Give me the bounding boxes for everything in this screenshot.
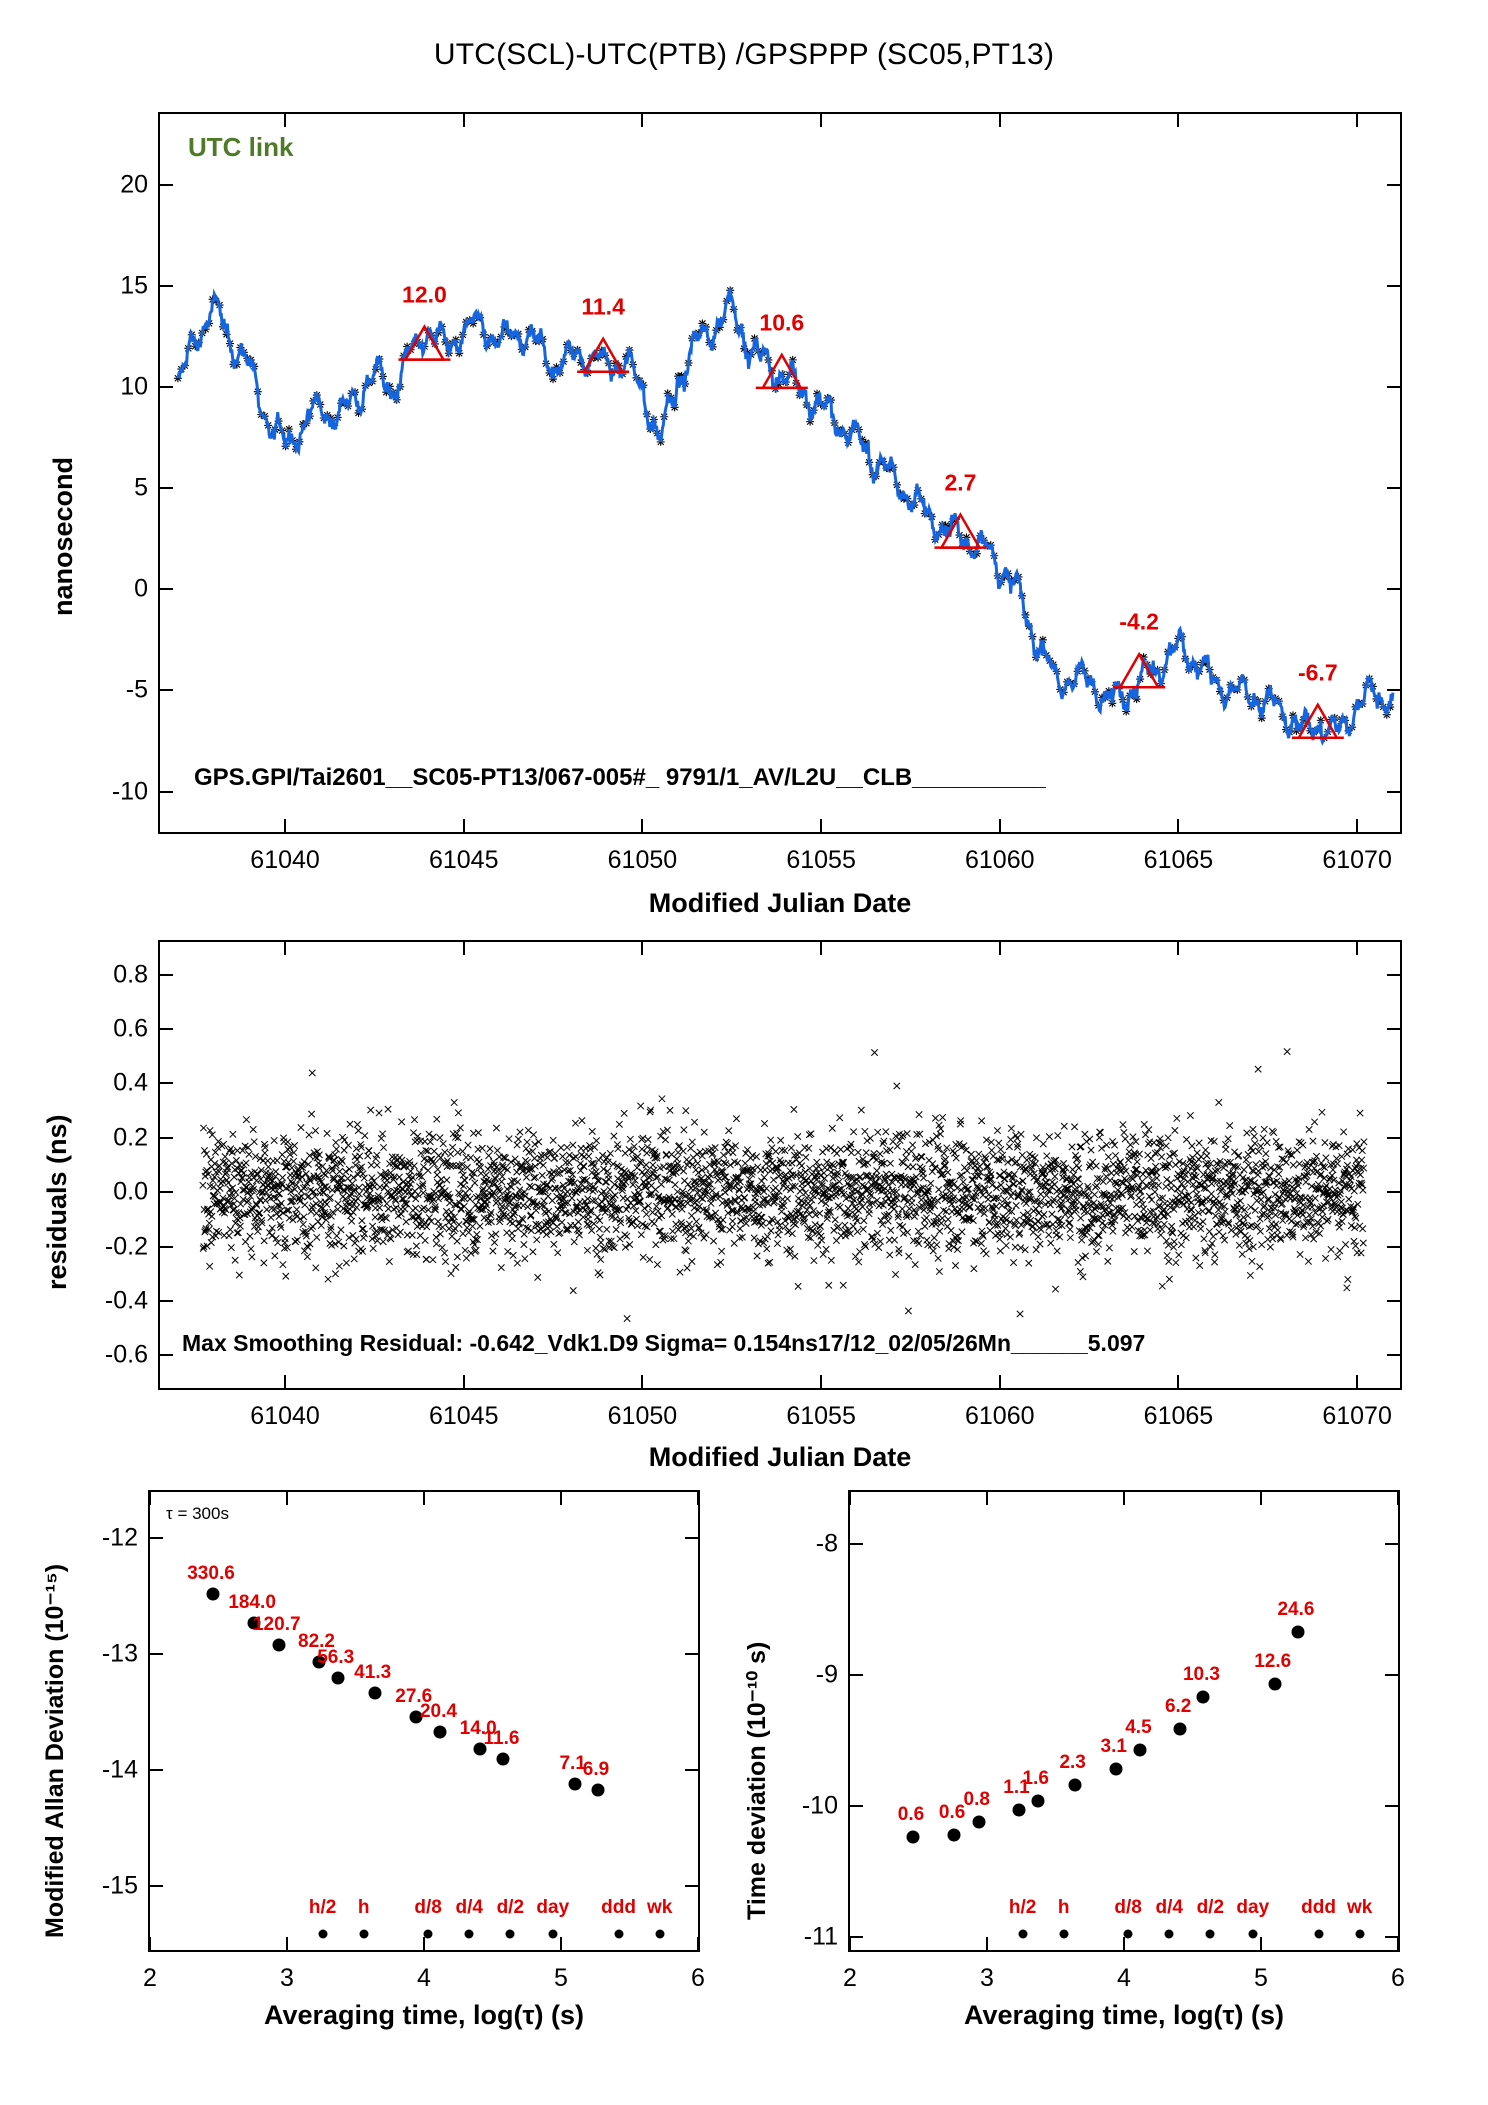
x-axis-tick-label: 2 [843, 1964, 857, 1992]
x-axis-tick [423, 1492, 425, 1505]
data-point-label: 0.6 [938, 1801, 966, 1823]
x-axis-tick [423, 1937, 425, 1950]
y-axis-tick [150, 1769, 163, 1771]
y-axis-tick [1385, 1674, 1398, 1676]
data-point [1109, 1763, 1122, 1776]
y-axis-tick [160, 1246, 173, 1248]
scale-tick-label: d/2 [1196, 1897, 1225, 1918]
tau-note: τ = 300s [166, 1504, 229, 1523]
x-axis-tick-label: 61070 [1322, 846, 1392, 874]
x-axis-tick [149, 1492, 151, 1505]
data-point [368, 1686, 381, 1699]
panel2-xlabel: Modified Julian Date [648, 1442, 912, 1472]
scale-tick-label: h [1057, 1897, 1070, 1918]
x-axis-tick-label: 61050 [607, 1402, 678, 1430]
y-axis-tick-label: -0.6 [104, 1340, 148, 1369]
y-axis-tick [685, 1653, 698, 1655]
y-axis-tick-label: 5 [134, 473, 148, 502]
x-axis-tick [1260, 1492, 1262, 1505]
x-axis-tick-label: 6 [691, 1964, 705, 1992]
data-point-label: 7.1 [559, 1753, 586, 1775]
x-axis-tick-label: 61055 [786, 846, 856, 874]
data-point [497, 1752, 510, 1765]
data-point [272, 1639, 285, 1652]
y-axis-tick [160, 791, 173, 793]
data-point-label: 184.0 [228, 1592, 276, 1614]
scale-tick-dot [548, 1930, 557, 1939]
scale-tick-dot [1018, 1930, 1027, 1939]
x-axis-tick-label: 61060 [965, 1402, 1035, 1430]
x-axis-tick [641, 1375, 643, 1388]
x-axis-tick [560, 1492, 562, 1505]
y-axis-tick [160, 487, 173, 489]
x-axis-tick [1177, 114, 1179, 127]
panel2-ylabel: residuals (ns) [42, 1114, 72, 1290]
y-axis-tick [685, 1769, 698, 1771]
x-axis-tick [641, 114, 643, 127]
y-axis-tick [1387, 1137, 1400, 1139]
y-axis-tick [150, 1885, 163, 1887]
y-axis-tick-label: -0.4 [104, 1286, 148, 1315]
scale-tick-dot [1314, 1930, 1323, 1939]
data-point-label: 0.8 [963, 1788, 990, 1810]
y-axis-tick [850, 1674, 863, 1676]
x-axis-tick [560, 1937, 562, 1950]
x-axis-tick [1177, 942, 1179, 955]
residuals-scatter [160, 942, 1400, 1388]
y-axis-tick [1387, 1028, 1400, 1030]
data-point-label: 1.6 [1022, 1767, 1049, 1789]
y-axis-tick-label: -10 [111, 777, 148, 806]
y-axis-tick [1387, 1246, 1400, 1248]
y-axis-tick [160, 1028, 173, 1030]
x-axis-tick-label: 61065 [1143, 846, 1214, 874]
scale-tick-label: wk [1346, 1897, 1373, 1918]
scale-tick-dot [1355, 1930, 1364, 1939]
data-point [1068, 1779, 1081, 1792]
scale-tick-dot [1248, 1930, 1257, 1939]
x-axis-tick-label: 61060 [965, 846, 1035, 874]
y-axis-tick-label: -0.2 [104, 1232, 148, 1261]
y-axis-tick [685, 1885, 698, 1887]
x-axis-tick [286, 1492, 288, 1505]
x-axis-tick [1356, 942, 1358, 955]
panel3-xlabel: Averaging time, log(τ) (s) [263, 2000, 585, 2030]
data-point [1268, 1678, 1281, 1691]
scale-tick-label: day [1236, 1897, 1270, 1918]
panel1-ylabel: nanosecond [48, 456, 78, 616]
x-axis-tick-label: 61055 [786, 1402, 856, 1430]
y-axis-tick [160, 184, 173, 186]
data-point-label: 330.6 [187, 1563, 235, 1585]
data-point [434, 1726, 447, 1739]
x-axis-tick [641, 819, 643, 832]
scale-tick-dot [465, 1930, 474, 1939]
data-point [207, 1588, 220, 1601]
y-axis-tick-label: -15 [101, 1871, 138, 1900]
data-point [907, 1831, 920, 1844]
scale-tick-label: h/2 [308, 1897, 337, 1918]
scale-tick-dot [1059, 1930, 1068, 1939]
y-axis-tick [1387, 974, 1400, 976]
x-axis-tick [999, 114, 1001, 127]
x-axis-tick [999, 819, 1001, 832]
y-axis-tick [160, 285, 173, 287]
y-axis-tick-label: 0.2 [113, 1123, 148, 1152]
y-axis-tick [1387, 184, 1400, 186]
data-point-label: 6.2 [1164, 1695, 1192, 1717]
data-point-label: 11.6 [483, 1727, 520, 1749]
data-point-label: 12.6 [1254, 1651, 1292, 1673]
series-value-label: -4.2 [1119, 608, 1159, 635]
y-axis-tick [160, 386, 173, 388]
scale-tick-dot [506, 1930, 515, 1939]
x-axis-tick [820, 942, 822, 955]
y-axis-tick-label: 0.0 [113, 1177, 148, 1206]
x-axis-tick [697, 1492, 699, 1505]
x-axis-tick [1260, 1937, 1262, 1950]
x-axis-tick [149, 1937, 151, 1950]
x-axis-tick [820, 1375, 822, 1388]
data-point [972, 1815, 985, 1828]
data-point-label: 0.6 [897, 1804, 925, 1826]
data-point [1012, 1803, 1025, 1816]
x-axis-tick [986, 1492, 988, 1505]
x-axis-tick-label: 5 [554, 1964, 568, 1992]
x-axis-tick-label: 61040 [250, 1402, 320, 1430]
data-point-label: 10.3 [1182, 1664, 1220, 1686]
residuals-plot [104, 940, 1402, 1430]
y-axis-tick [160, 1191, 173, 1193]
scale-tick-dot [1165, 1930, 1174, 1939]
x-axis-tick [986, 1937, 988, 1950]
x-axis-tick [849, 1937, 851, 1950]
y-axis-tick [1387, 588, 1400, 590]
x-axis-tick [1177, 1375, 1179, 1388]
scale-tick-label: d/8 [414, 1897, 442, 1918]
y-axis-tick-label: -13 [101, 1639, 138, 1668]
y-axis-tick-label: -12 [101, 1523, 138, 1552]
x-axis-tick [1397, 1492, 1399, 1505]
data-point-label: 24.6 [1277, 1599, 1315, 1621]
data-point-label: 56.3 [317, 1646, 355, 1668]
x-axis-tick [284, 114, 286, 127]
scale-tick-label: day [536, 1897, 570, 1918]
timeseries-plot [111, 112, 1402, 874]
y-axis-tick [1387, 1354, 1400, 1356]
data-point [1031, 1794, 1044, 1807]
data-point-label: 2.3 [1059, 1752, 1086, 1774]
x-axis-tick [1356, 819, 1358, 832]
x-axis-tick-label: 61045 [428, 846, 499, 874]
scale-tick-label: ddd [601, 1897, 636, 1918]
y-axis-tick-label: -14 [101, 1755, 138, 1784]
y-axis-tick [160, 1082, 173, 1084]
x-axis-tick-label: 61070 [1322, 1402, 1392, 1430]
y-axis-tick [1385, 1543, 1398, 1545]
page-title: UTC(SCL)-UTC(PTB) /GPSPPP (SC05,PT13) [433, 38, 1055, 71]
scale-tick-dot [318, 1930, 327, 1939]
scale-tick-dot [614, 1930, 623, 1939]
y-axis-tick [160, 1354, 173, 1356]
scale-tick-label: d/4 [455, 1897, 483, 1918]
x-axis-tick [284, 942, 286, 955]
y-axis-tick [1387, 285, 1400, 287]
y-axis-tick-label: 10 [120, 372, 148, 401]
data-point [591, 1783, 604, 1796]
y-axis-tick [850, 1805, 863, 1807]
y-axis-tick-label: 0.8 [113, 960, 148, 989]
series-value-label: 12.0 [402, 281, 447, 308]
scale-tick-dot [359, 1930, 368, 1939]
panel1-footer: GPS.GPI/Tai2601__SC05-PT13/067-005#_ 9791/1_AV/L2U__CLB__________ [194, 764, 1046, 791]
y-axis-tick-label: -5 [125, 675, 148, 704]
scale-tick-label: h/2 [1008, 1897, 1037, 1918]
x-axis-tick [463, 1375, 465, 1388]
data-point-label: 4.5 [1125, 1716, 1152, 1738]
y-axis-tick [1387, 689, 1400, 691]
y-axis-tick [160, 689, 173, 691]
x-axis-tick-label: 6 [1391, 1964, 1405, 1992]
scale-tick-label: d/4 [1155, 1897, 1183, 1918]
tdev-points [850, 1492, 1398, 1950]
y-axis-tick-label: 20 [120, 170, 148, 199]
x-axis-tick [463, 819, 465, 832]
data-point-label: 14.0 [459, 1718, 497, 1740]
data-point-label: 20.4 [419, 1701, 457, 1722]
x-axis-tick [463, 942, 465, 955]
data-point [1174, 1722, 1187, 1735]
y-axis-tick [1387, 791, 1400, 793]
series-value-label: 10.6 [759, 309, 805, 336]
x-axis-tick-label: 4 [417, 1964, 431, 1992]
series-value-label: 11.4 [581, 293, 625, 320]
x-axis-tick [641, 942, 643, 955]
y-axis-tick [685, 1537, 698, 1539]
x-axis-tick-label: 2 [143, 1964, 157, 1992]
scale-tick-dot [655, 1930, 664, 1939]
scale-tick-label: wk [646, 1897, 673, 1918]
data-point [1134, 1743, 1147, 1756]
y-axis-tick [1387, 1082, 1400, 1084]
x-axis-tick-label: 61045 [428, 1402, 499, 1430]
x-axis-tick-label: 4 [1117, 1964, 1131, 1992]
y-axis-tick-label: 0 [134, 574, 148, 603]
y-axis-tick [1385, 1805, 1398, 1807]
x-axis-tick [999, 1375, 1001, 1388]
data-point-label: 41.3 [354, 1661, 392, 1683]
x-axis-tick-label: 61050 [607, 846, 678, 874]
y-axis-tick [1387, 487, 1400, 489]
panel3-ylabel: Modified Allan Deviation (10⁻¹⁵) [41, 1563, 69, 1938]
y-axis-tick [850, 1936, 863, 1938]
utc-link-badge: UTC link [188, 132, 294, 162]
y-axis-tick [1387, 1191, 1400, 1193]
data-point [568, 1778, 581, 1791]
x-axis-tick [1356, 114, 1358, 127]
x-axis-tick-label: 61040 [250, 846, 320, 874]
panel4-xlabel: Averaging time, log(τ) (s) [963, 2000, 1285, 2030]
scale-tick-label: ddd [1301, 1897, 1336, 1918]
data-point-label: 82.2 [298, 1631, 335, 1653]
data-point [948, 1828, 961, 1841]
y-axis-tick-label: -8 [815, 1529, 838, 1558]
x-axis-tick [284, 1375, 286, 1388]
x-axis-tick [820, 114, 822, 127]
scale-tick-label: d/8 [1114, 1897, 1142, 1918]
data-point [1291, 1626, 1304, 1639]
series-value-label: 2.7 [944, 469, 977, 496]
y-axis-tick [160, 974, 173, 976]
y-axis-tick-label: 15 [120, 271, 148, 300]
x-axis-tick-label: 3 [280, 1964, 294, 1992]
scale-tick-label: d/2 [496, 1897, 525, 1918]
x-axis-tick [1123, 1937, 1125, 1950]
x-axis-tick [999, 942, 1001, 955]
y-axis-tick [850, 1543, 863, 1545]
data-point-label: 120.7 [252, 1614, 301, 1636]
x-axis-tick [286, 1937, 288, 1950]
timeseries-curve [160, 114, 1400, 832]
y-axis-tick [1387, 1300, 1400, 1302]
x-axis-tick-label: 5 [1254, 1964, 1268, 1992]
data-point-label: 3.1 [1100, 1736, 1127, 1758]
panel2-footer: Max Smoothing Residual: -0.642_Vdk1.D9 Sigma= 0.154ns17/12_02/05/26Mn______5.097 [182, 1330, 1146, 1356]
x-axis-tick [697, 1937, 699, 1950]
y-axis-tick [1387, 386, 1400, 388]
x-axis-tick [284, 819, 286, 832]
panel1-xlabel: Modified Julian Date [648, 888, 912, 918]
x-axis-tick-label: 61065 [1143, 1402, 1214, 1430]
y-axis-tick [150, 1537, 163, 1539]
x-axis-tick [1123, 1492, 1125, 1505]
x-axis-tick [1356, 1375, 1358, 1388]
data-point-label: 27.6 [395, 1685, 433, 1707]
data-point [1197, 1691, 1210, 1704]
y-axis-tick-label: 0.6 [113, 1014, 148, 1043]
x-axis-tick [1397, 1937, 1399, 1950]
x-axis-tick-label: 3 [980, 1964, 994, 1992]
panel4-ylabel: Time deviation (10⁻¹⁰ s) [743, 1641, 771, 1920]
x-axis-tick [1177, 819, 1179, 832]
mdev-plot [101, 1490, 705, 1992]
scale-tick-dot [1206, 1930, 1215, 1939]
y-axis-tick [150, 1653, 163, 1655]
y-axis-tick-label: 0.4 [113, 1068, 148, 1097]
y-axis-tick-label: -10 [801, 1791, 838, 1820]
x-axis-tick [820, 819, 822, 832]
scale-tick-label: h [357, 1897, 370, 1918]
y-axis-tick [160, 588, 173, 590]
tdev-plot [801, 1490, 1405, 1992]
y-axis-tick-label: -9 [815, 1660, 838, 1689]
data-point-label: 6.9 [582, 1758, 610, 1780]
y-axis-tick-label: -11 [803, 1922, 838, 1951]
data-point [331, 1671, 344, 1684]
y-axis-tick [160, 1137, 173, 1139]
x-axis-tick [463, 114, 465, 127]
data-point-label: 1.1 [1003, 1776, 1030, 1798]
series-value-label: -6.7 [1297, 659, 1338, 686]
y-axis-tick [160, 1300, 173, 1302]
x-axis-tick [849, 1492, 851, 1505]
